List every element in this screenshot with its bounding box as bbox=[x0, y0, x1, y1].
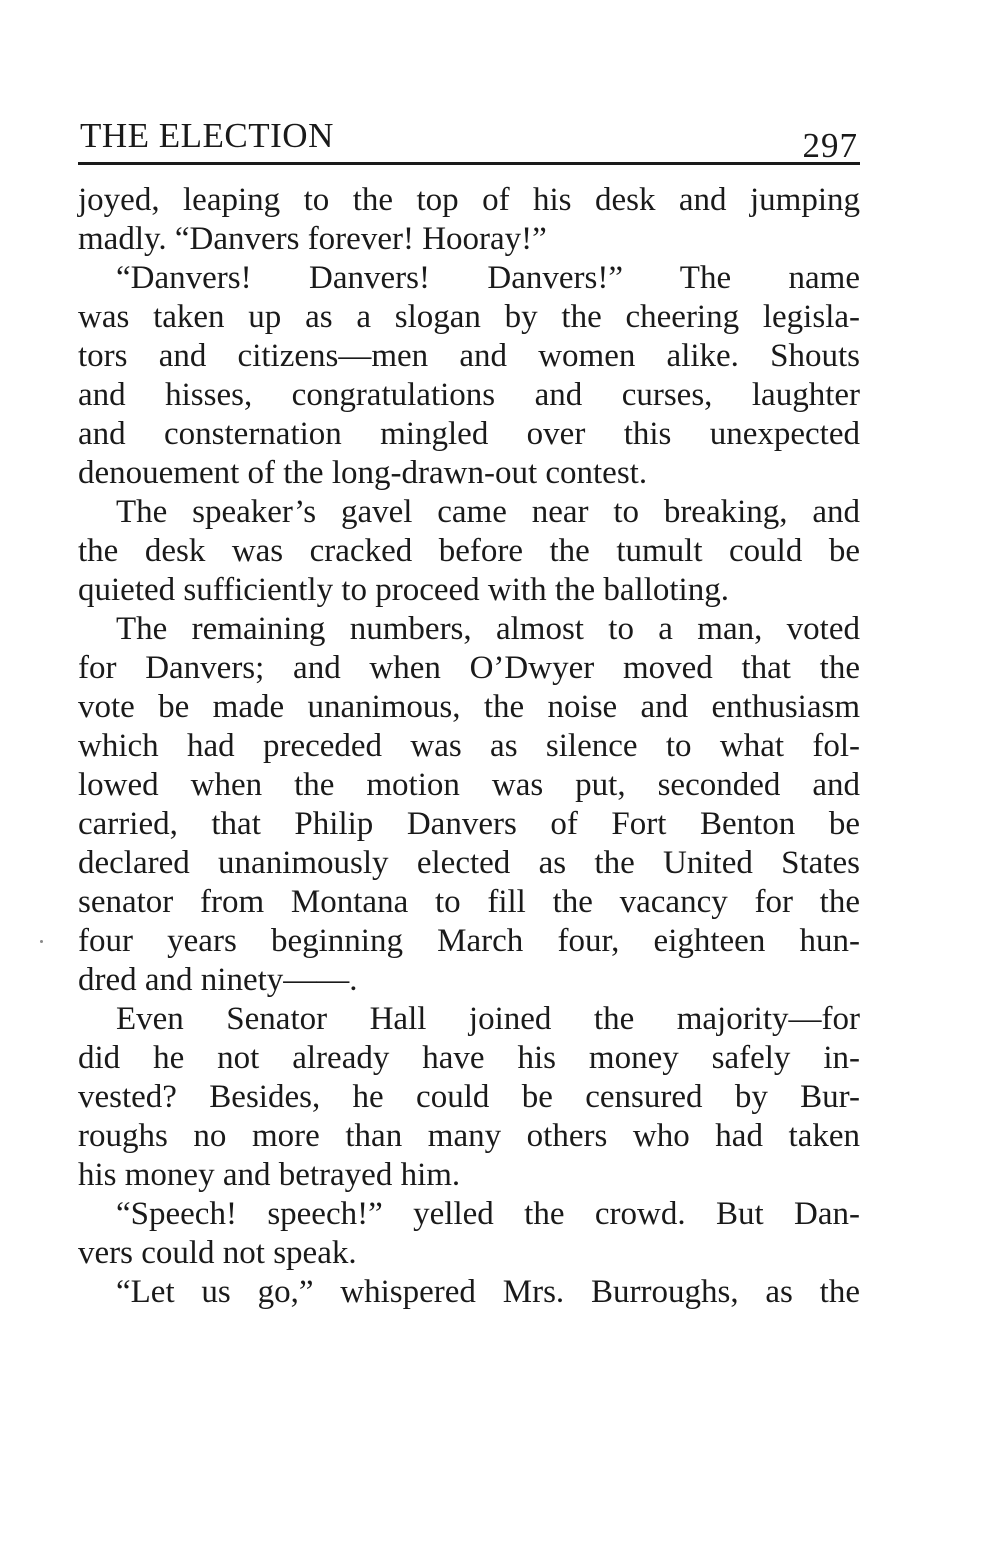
text-line: The remaining numbers, almost to a man, voted bbox=[116, 611, 860, 647]
text-line: Even Senator Hall joined the majority—for bbox=[116, 1001, 860, 1037]
text-line: carried, that Philip Danvers of Fort Benton be bbox=[78, 806, 860, 842]
page-number: 297 bbox=[802, 126, 858, 165]
text-line: roughs no more than many others who had taken bbox=[78, 1118, 860, 1154]
text-line: joyed, leaping to the top of his desk and jumping bbox=[78, 182, 860, 218]
text-line: dred and ninety——. bbox=[78, 962, 358, 998]
text-line: denouement of the long-drawn-out contest. bbox=[78, 455, 648, 491]
text-line: his money and betrayed him. bbox=[78, 1157, 461, 1193]
text-line: did he not already have his money safely in- bbox=[78, 1040, 860, 1076]
text-line: “Danvers! Danvers! Danvers!” The name bbox=[116, 260, 860, 296]
text-line: vers could not speak. bbox=[78, 1235, 357, 1271]
text-line: “Let us go,” whispered Mrs. Burroughs, as the bbox=[116, 1274, 860, 1310]
text-line: was taken up as a slogan by the cheering legisla- bbox=[78, 299, 860, 335]
book-page bbox=[78, 112, 860, 1312]
body-text bbox=[78, 181, 860, 1312]
text-line: the desk was cracked before the tumult could be bbox=[78, 533, 860, 569]
text-line: vote be made unanimous, the noise and enthusiasm bbox=[78, 689, 860, 725]
text-line: quieted sufficiently to proceed with the balloting. bbox=[78, 572, 729, 608]
text-line: which had preceded was as silence to what fol- bbox=[78, 728, 860, 764]
text-line: vested? Besides, he could be censured by Bur- bbox=[78, 1079, 860, 1115]
text-line: senator from Montana to fill the vacancy for the bbox=[78, 884, 860, 920]
margin-speck bbox=[40, 940, 43, 943]
text-line: and consternation mingled over this unexpected bbox=[78, 416, 860, 452]
text-line: declared unanimously elected as the United States bbox=[78, 845, 860, 881]
text-line: for Danvers; and when O’Dwyer moved that the bbox=[78, 650, 860, 686]
running-title: THE ELECTION bbox=[80, 116, 334, 155]
text-line: lowed when the motion was put, seconded and bbox=[78, 767, 860, 803]
text-line: The speaker’s gavel came near to breaking, and bbox=[116, 494, 860, 530]
running-header bbox=[78, 112, 860, 165]
text-line: “Speech! speech!” yelled the crowd. But Dan- bbox=[116, 1196, 860, 1232]
text-line: madly. “Danvers forever! Hooray!” bbox=[78, 221, 547, 257]
text-line: four years beginning March four, eighteen hun- bbox=[78, 923, 860, 959]
text-line: and hisses, congratulations and curses, laughter bbox=[78, 377, 860, 413]
text-line: tors and citizens—men and women alike. Shouts bbox=[78, 338, 860, 374]
